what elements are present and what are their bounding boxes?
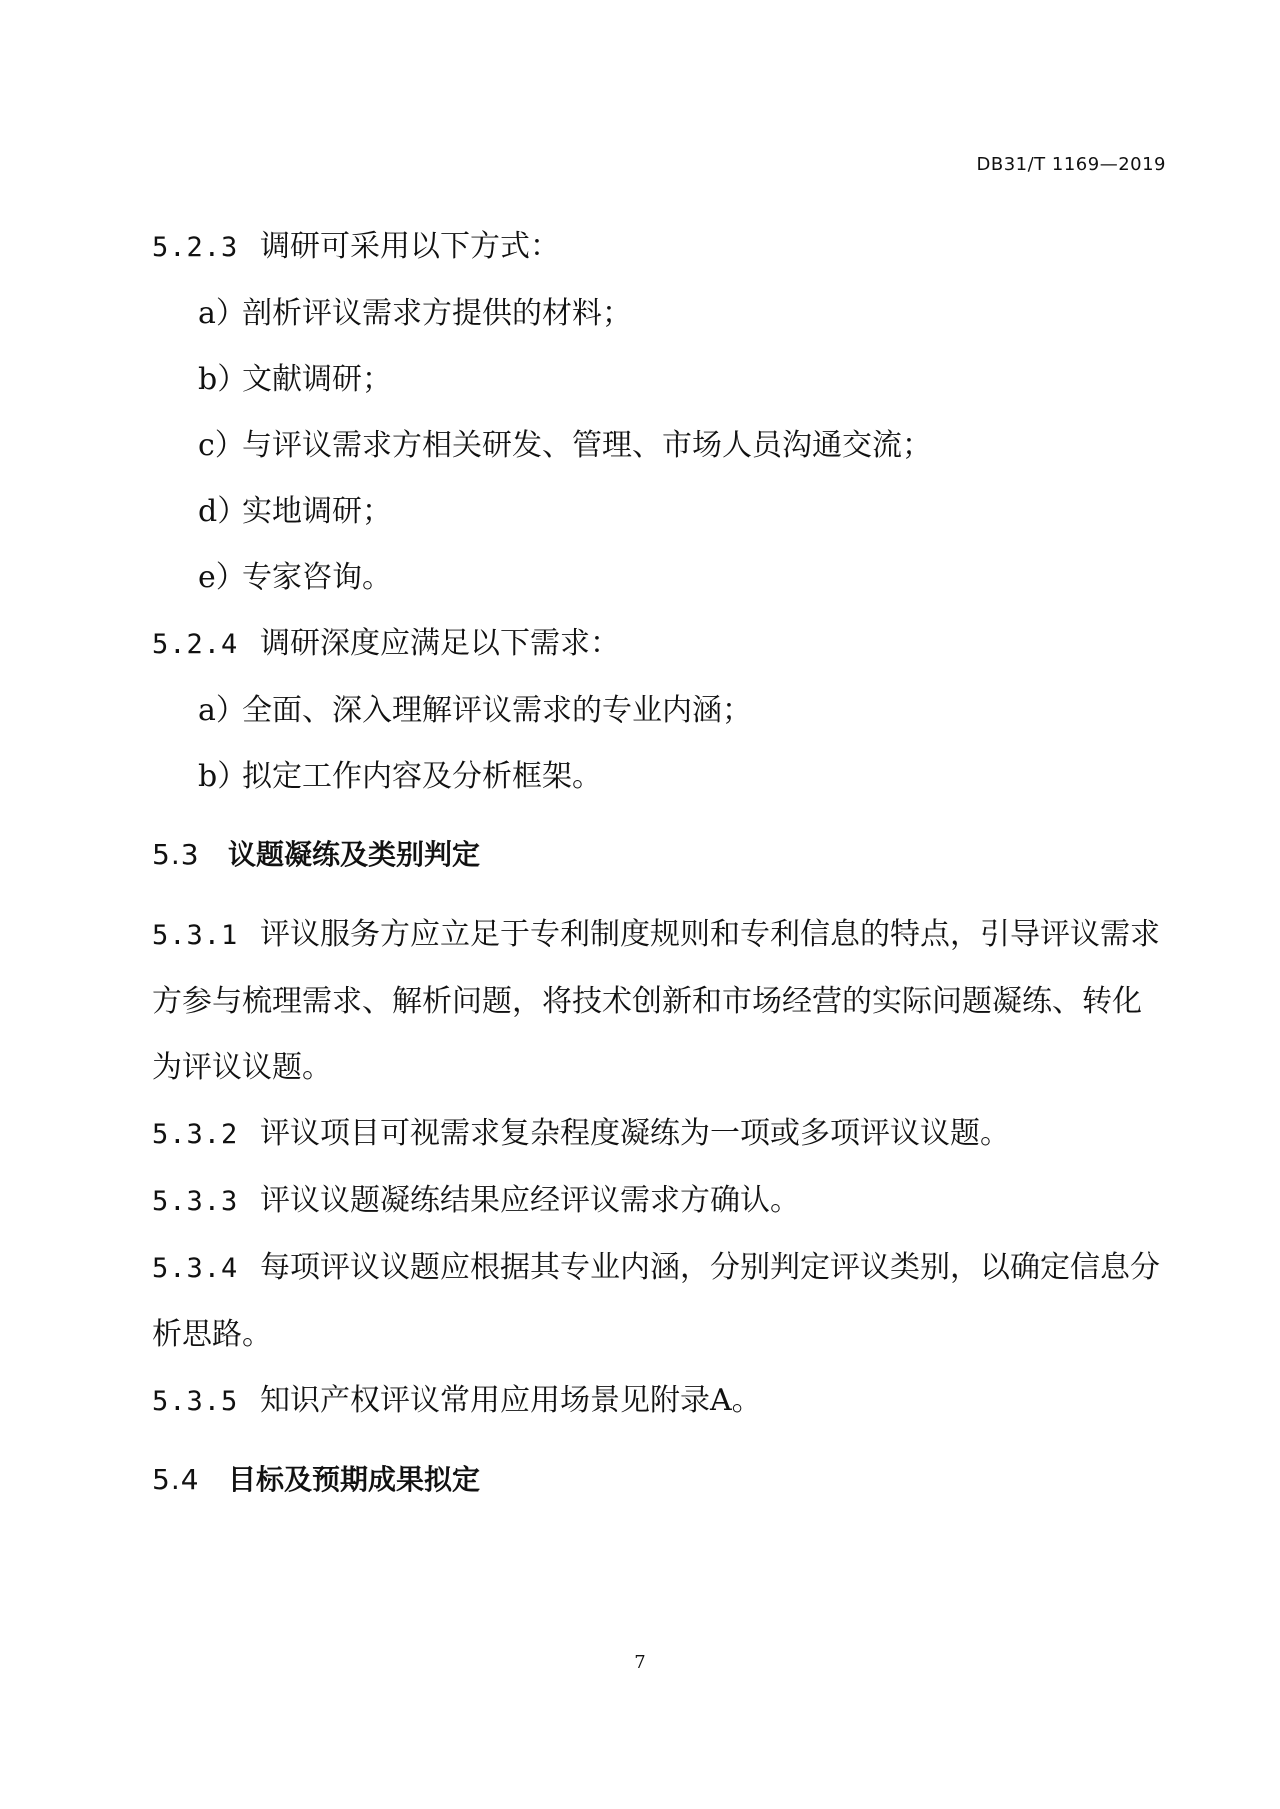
paragraph-line	[152, 1235, 1162, 1302]
section-number: 5.3	[152, 838, 200, 871]
paragraph-line: 为评议议题。	[152, 1050, 332, 1085]
clause-number: 5.2.4	[152, 629, 239, 660]
list-item-text: 拟定工作内容及分析框架。	[242, 759, 602, 794]
clause-number: 5.3.2	[152, 1119, 239, 1150]
clause-number: 5.3.3	[152, 1186, 239, 1217]
clause-5-3-5	[152, 1368, 1162, 1435]
clause-text: 评议议题凝练结果应经评议需求方确认。	[260, 1183, 800, 1218]
list-marker: b）	[198, 759, 248, 794]
section-title: 议题凝练及类别判定	[228, 838, 481, 871]
list-item-text: 剖析评议需求方提供的材料；	[242, 296, 632, 331]
list-item-text: 专家咨询。	[242, 560, 392, 595]
section-heading-5-3	[152, 822, 1162, 888]
clause-text: 调研深度应满足以下需求：	[260, 626, 620, 661]
page-content	[152, 214, 1162, 1527]
list-item	[152, 744, 1162, 810]
section-number: 5.4	[152, 1463, 200, 1496]
paragraph-line: 析思路。	[152, 1317, 272, 1352]
clause-5-3-4	[152, 1235, 1162, 1368]
clause-5-3-3	[152, 1168, 1162, 1235]
clause-number: 5.3.5	[152, 1386, 239, 1417]
clause-text: 评议项目可视需求复杂程度凝练为一项或多项评议议题。	[260, 1116, 1010, 1151]
paragraph-line	[152, 902, 1162, 969]
list-item	[152, 479, 1162, 545]
clause-number: 5.3.4	[152, 1253, 239, 1284]
list-marker: e）	[198, 560, 246, 595]
list-item-text: 与评议需求方相关研发、管理、市场人员沟通交流；	[242, 428, 932, 463]
clause-text: 调研可采用以下方式：	[260, 229, 560, 264]
document-code: DB31/T 1169—2019	[976, 154, 1166, 175]
list-item	[152, 281, 1162, 347]
list-marker: b）	[198, 362, 248, 397]
paragraph-line: 方参与梳理需求、解析问题，将技术创新和市场经营的实际问题凝练、转化	[152, 984, 1142, 1019]
clause-5-2-3	[152, 214, 1162, 281]
clause-text: 评议服务方应立足于专利制度规则和专利信息的特点，引导评议需求	[260, 917, 1160, 952]
section-heading-5-4	[152, 1447, 1162, 1513]
list-marker: c）	[198, 428, 245, 463]
list-marker: a）	[198, 693, 246, 728]
clause-5-3-1	[152, 902, 1162, 1101]
section-title: 目标及预期成果拟定	[228, 1463, 481, 1496]
list-marker: d）	[198, 494, 248, 529]
list-item	[152, 678, 1162, 744]
list-marker: a）	[198, 296, 246, 331]
clause-text: 知识产权评议常用应用场景见附录A。	[260, 1383, 762, 1418]
clause-number: 5.3.1	[152, 920, 239, 951]
clause-text: 每项评议议题应根据其专业内涵，分别判定评议类别，以确定信息分	[260, 1250, 1160, 1285]
list-item	[152, 413, 1162, 479]
list-item-text: 全面、深入理解评议需求的专业内涵；	[242, 693, 752, 728]
clause-number: 5.2.3	[152, 232, 239, 263]
list-item-text: 文献调研；	[242, 362, 392, 397]
page-number: 7	[634, 1652, 646, 1673]
list-item	[152, 545, 1162, 611]
list-item	[152, 347, 1162, 413]
clause-5-2-4	[152, 611, 1162, 678]
list-item-text: 实地调研；	[242, 494, 392, 529]
clause-5-3-2	[152, 1101, 1162, 1168]
